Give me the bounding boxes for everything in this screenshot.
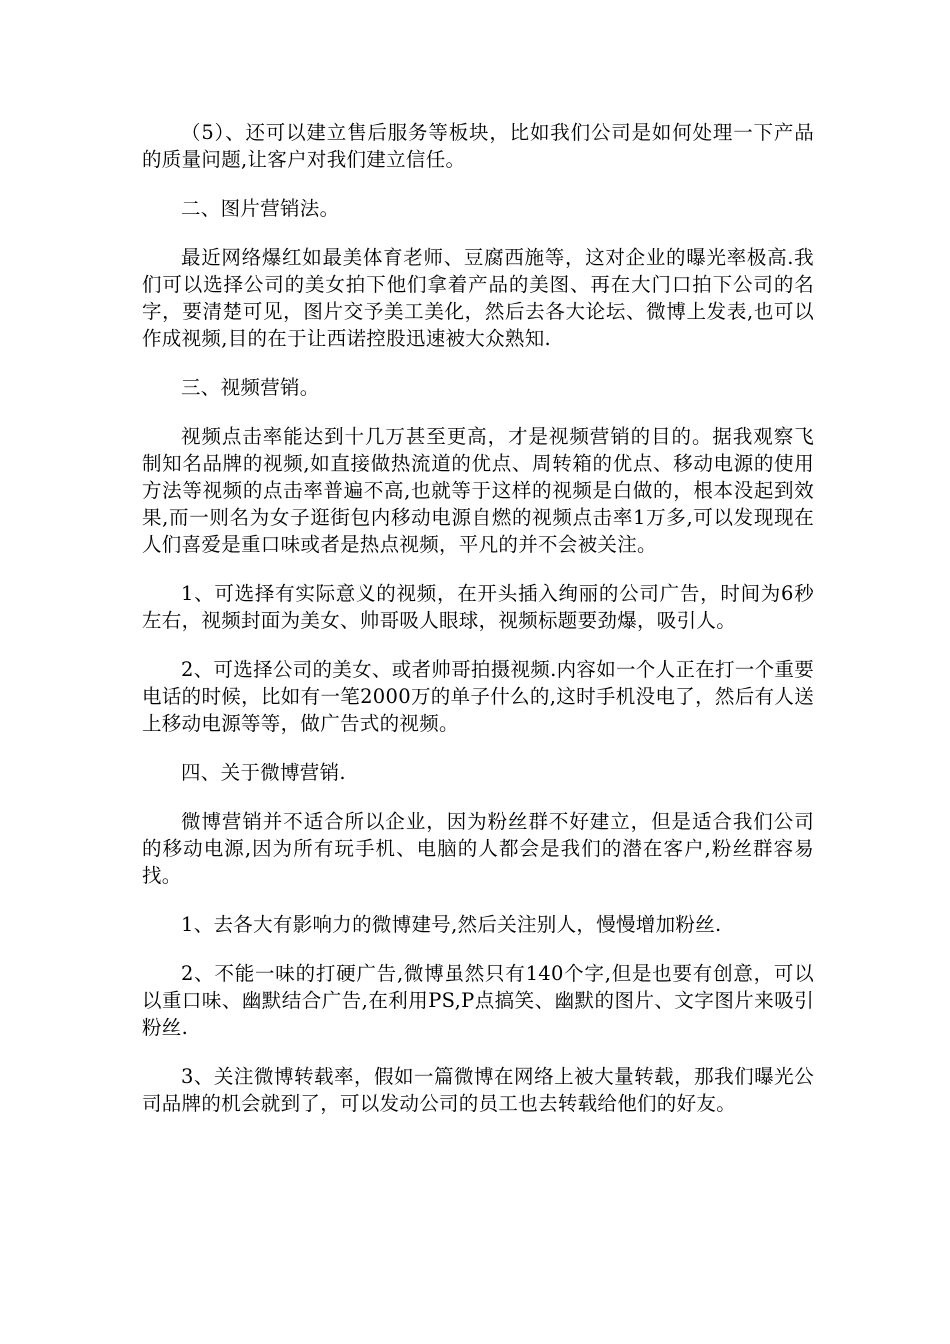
- heading-image-marketing: 二、图片营销法。: [181, 197, 340, 220]
- heading-video-marketing: 三、视频营销。: [181, 376, 320, 399]
- paragraph-video-marketing: 视频点击率能达到十几万甚至更高，才是视频营销的目的。据我观察飞制知名品牌的视频,如直接做热流道的优点、周转箱的优点、移动电源的使用方法等视频的点击率普遍不高,也就等于这样的视频是白做的，根本没起到效果,而一则名为女子逛街包内移动电源自燃的视频点击率1万多,可以发现现在人们喜爱是重口味或者是热点视频，平凡的并不会被关注。: [142, 425, 814, 556]
- paragraph-weibo-tip-1: 1、去各大有影响力的微博建号,然后关注别人，慢慢增加粉丝.: [181, 913, 722, 936]
- paragraph-image-marketing: 最近网络爆红如最美体育老师、豆腐西施等，这对企业的曝光率极高.我们可以选择公司的美女拍下他们拿着产品的美图、再在大门口拍下公司的名字，要清楚可见，图片交予美工美化，然后去各大论坛、微博上发表,也可以作成视频,目的在于让西诺控股迅速被大众熟知.: [142, 246, 814, 350]
- paragraph-weibo-marketing: 微博营销并不适合所以企业，因为粉丝群不好建立，但是适合我们公司的移动电源,因为所有玩手机、电脑的人都会是我们的潜在客户,粉丝群容易找。: [142, 810, 814, 887]
- paragraph-weibo-tip-2: 2、不能一味的打硬广告,微博虽然只有140个字,但是也要有创意，可以以重口味、幽默结合广告,在利用PS,P点搞笑、幽默的图片、文字图片来吸引粉丝.: [142, 962, 814, 1039]
- heading-weibo-marketing: 四、关于微博营销.: [181, 761, 346, 784]
- document-body: [142, 119, 814, 1139]
- paragraph-video-tip-2: 2、可选择公司的美女、或者帅哥拍摄视频.内容如一个人正在打一个重要电话的时候，比如有一笔2000万的单子什么的,这时手机没电了，然后有人送上移动电源等等，做广告式的视频。: [142, 658, 815, 735]
- paragraph-weibo-tip-3: 3、关注微博转载率，假如一篇微博在网络上被大量转载，那我们曝光公司品牌的机会就到了，可以发动公司的员工也去转载给他们的好友。: [142, 1065, 814, 1115]
- paragraph-after-sales-section: （5）、还可以建立售后服务等板块，比如我们公司是如何处理一下产品的质量问题,让客户对我们建立信任。: [142, 121, 814, 171]
- paragraph-video-tip-1: 1、可选择有实际意义的视频，在开头插入绚丽的公司广告，时间为6秒左右，视频封面为美女、帅哥吸人眼球，视频标题要劲爆，吸引人。: [142, 582, 814, 632]
